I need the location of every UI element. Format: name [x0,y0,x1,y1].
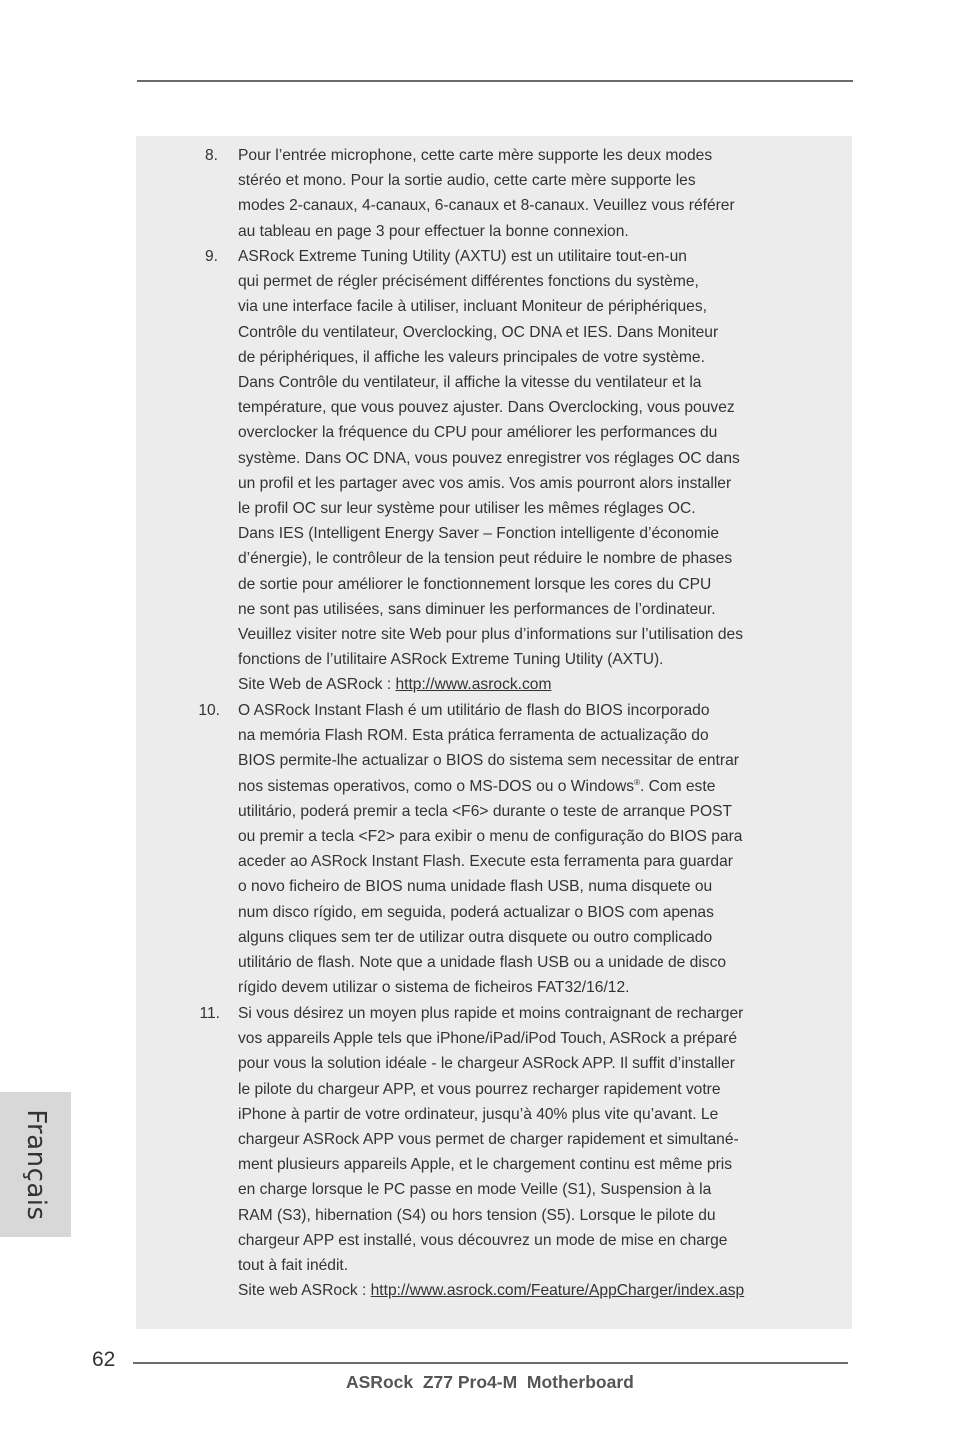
text-line: aceder ao ASRock Instant Flash. Execute esta ferramenta para guardar [238,853,733,871]
asrock-website-link[interactable]: http://www.asrock.com [395,676,552,694]
text-line: d’énergie), le contrôleur de la tension peut réduire le nombre de phases [238,550,733,568]
language-tab [0,1092,71,1237]
text-line: ment plusieurs appareils Apple, et le chargement continu est même pris [238,1156,733,1174]
text-line: utilitário, poderá premir a tecla <F6> durante o teste de arranque POST [238,802,733,820]
language-tab-label: Français [20,1108,51,1221]
text-line: le profil OC sur leur système pour utiliser les mêmes réglages OC. [238,500,696,518]
text-line: stéréo et mono. Pour la sortie audio, cette carte mère supporte les [238,172,696,190]
text-line: ASRock Extreme Tuning Utility (AXTU) est un utilitaire tout-en-un [238,248,687,265]
text-line: Si vous désirez un moyen plus rapide et moins contraignant de recharger [238,1005,744,1022]
item-body [238,1001,798,1303]
text-line: pour vous la solution idéale - le chargeur ASRock APP. Il suffit d’installer [238,1055,735,1073]
text-line: na memória Flash ROM. Esta prática ferramenta de actualização do [238,727,709,745]
item-number: 9. [204,248,218,265]
text-line: qui permet de régler précisément différentes fonctions du système, [238,273,699,291]
text-line: RAM (S3), hibernation (S4) ou hors tension (S5). Lorsque le pilote du [238,1206,716,1224]
item-body [238,698,798,1000]
text-line: chargeur APP est installé, vous découvrez un mode de mise en charge [238,1231,728,1249]
registered-mark: ® [634,777,640,787]
link-prefix: Site Web de ASRock : [238,676,396,694]
link-prefix: Site web ASRock : [238,1282,371,1300]
text-line: num disco rígido, em seguida, poderá actualizar o BIOS com apenas [238,903,714,921]
text-line: alguns cliques sem ter de utilizar outra disquete ou outro complicado [238,928,713,946]
item-number: 11. [199,1005,220,1022]
website-line [238,672,798,697]
text-line: rígido devem utilizar o sistema de ficheiros FAT32/16/12. [238,979,630,997]
text-line: température, que vous pouvez ajuster. Dans Overclocking, vous pouvez [238,399,735,417]
text-line: Veuillez visiter notre site Web pour plus d’informations sur l’utilisation des [238,626,744,644]
item-number: 8. [204,147,218,164]
text-line: Pour l’entrée microphone, cette carte mère supporte les deux modes [238,147,713,164]
text-line: ne sont pas utilisées, sans diminuer les performances de l’ordinateur. [238,600,716,618]
text-line: modes 2-canaux, 4-canaux, 6-canaux et 8-canaux. Veuillez vous référer [238,197,735,215]
text-line: iPhone à partir de votre ordinateur, jusqu’à 40% plus vite qu’avant. Le [238,1105,719,1123]
text-line: système. Dans OC DNA, vous pouvez enregistrer vos réglages OC dans [238,449,740,467]
windows-line [238,774,798,799]
text-line: vos appareils Apple tels que iPhone/iPad/iPod Touch, ASRock a préparé [238,1030,738,1048]
item-number: 10. [198,702,220,719]
text-line: o novo ficheiro de BIOS numa unidade flash USB, numa disquete ou [238,878,713,896]
top-rule [137,80,853,82]
text-line: tout à fait inédit. [238,1257,349,1275]
footer-title: ASRock Z77 Pro4-M Motherboard [346,1372,634,1392]
windows-line-end: . Com este [639,777,716,795]
text-line: de sortie pour améliorer le fonctionnement lorsque les cores du CPU [238,575,712,593]
text-line: fonctions de l’utilitaire ASRock Extreme Tuning Utility (AXTU). [238,651,664,669]
text-line: en charge lorsque le PC passe en mode Veille (S1), Suspension à la [238,1181,712,1199]
text-line: utilitário de flash. Note que a unidade flash USB ou a unidade de disco [238,954,727,972]
text-line: le pilote du chargeur APP, et vous pourrez recharger rapidement votre [238,1080,721,1098]
text-line: au tableau en page 3 pour effectuer la bonne connexion. [238,222,629,240]
text-line: Dans IES (Intelligent Energy Saver – Fonction intelligente d’économie [238,525,720,543]
text-line: Contrôle du ventilateur, Overclocking, OC DNA et IES. Dans Moniteur [238,323,719,341]
app-charger-link[interactable]: http://www.asrock.com/Feature/AppCharger/index.asp [370,1282,745,1300]
content-box [136,136,852,1329]
text-line: via une interface facile à utiliser, incluant Moniteur de périphériques, [238,298,707,316]
page-number: 62 [92,1348,116,1371]
item-body [238,143,798,244]
item-body [238,244,798,698]
windows-line-start: nos sistemas operativos, como o MS-DOS ou o Windows [238,777,635,795]
website-line [238,1278,798,1303]
text-line: un profil et les partager avec vos amis. Vos amis pourront alors installer [238,474,732,492]
text-line: overclocker la fréquence du CPU pour améliorer les performances du [238,424,718,442]
bottom-rule [133,1362,848,1364]
text-line: chargeur ASRock APP vous permet de charger rapidement et simultané- [238,1131,739,1149]
text-line: de périphériques, il affiche les valeurs principales de votre système. [238,348,705,366]
text-line: BIOS permite-lhe actualizar o BIOS do sistema sem necessitar de entrar [238,752,739,770]
text-line: ou premir a tecla <F2> para exibir o menu de configuração do BIOS para [238,828,743,846]
text-line: O ASRock Instant Flash é um utilitário de flash do BIOS incorporado [238,702,710,719]
text-line: Dans Contrôle du ventilateur, il affiche la vitesse du ventilateur et la [238,374,702,392]
